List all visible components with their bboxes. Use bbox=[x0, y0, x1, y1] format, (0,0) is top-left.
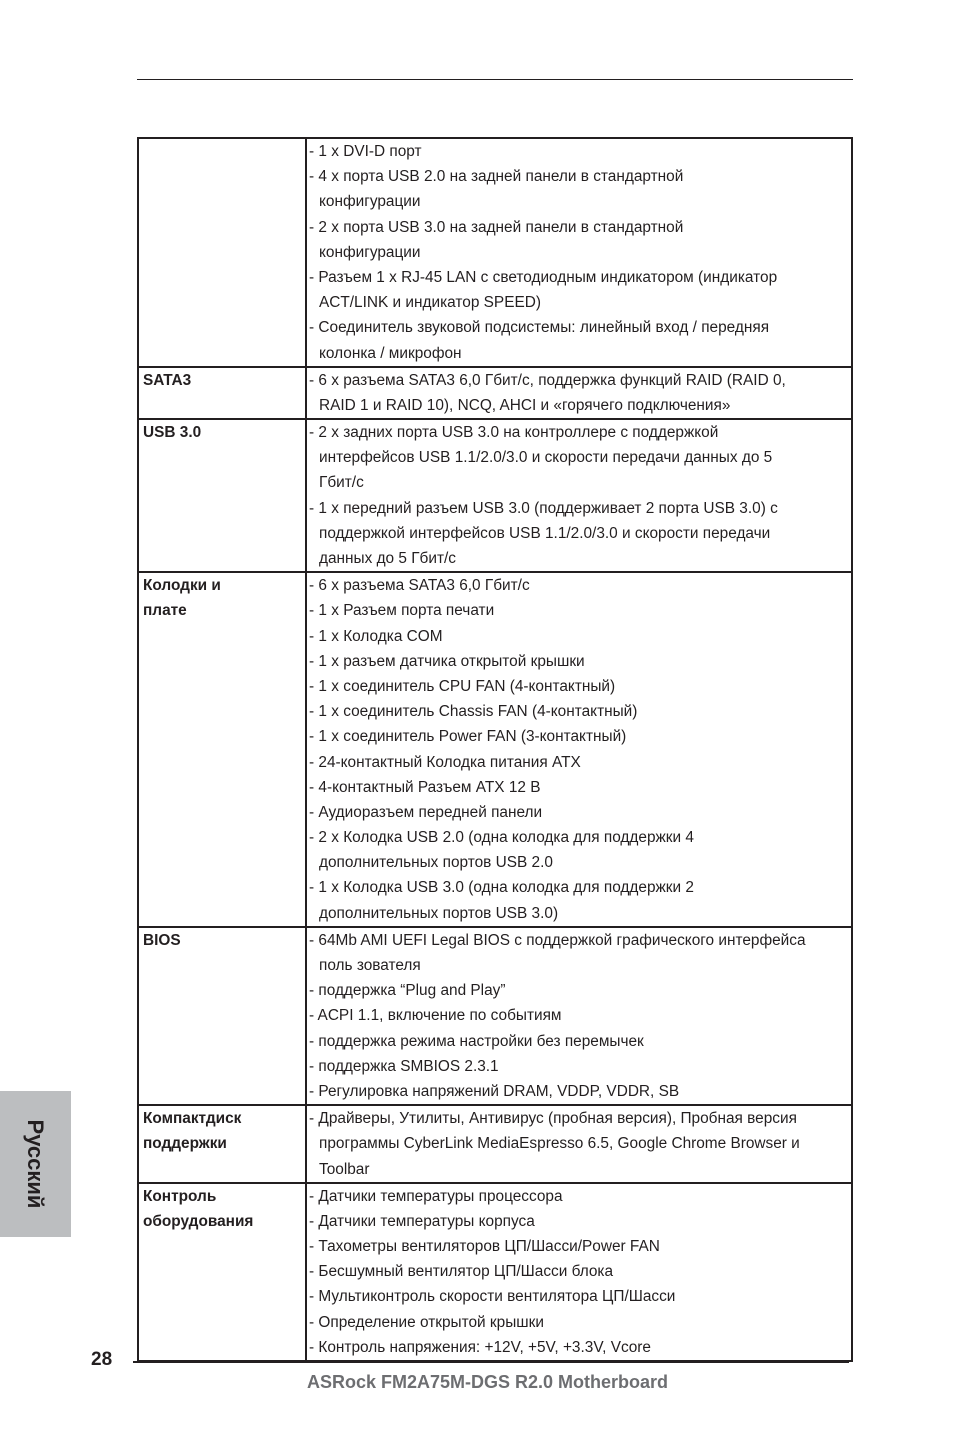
spec-line: - Соединитель звуковой подсистемы: линейный вход / передняя bbox=[309, 319, 770, 337]
spec-content-cell bbox=[306, 927, 852, 1105]
spec-line: - 1 x передний разъем USB 3.0 (поддерживает 2 порта USB 3.0) с bbox=[309, 499, 778, 517]
spec-line: - Контроль напряжения: +12V, +5V, +3.3V, Vcore bbox=[309, 1338, 651, 1356]
spec-label-cell bbox=[138, 1183, 306, 1361]
spec-row bbox=[138, 572, 852, 927]
spec-line: - 2 x задних порта USB 3.0 на контроллере с поддержкой bbox=[309, 424, 719, 442]
spec-row bbox=[138, 1105, 852, 1183]
spec-line: конфигурации bbox=[319, 243, 421, 261]
spec-line: - 2 x порта USB 3.0 на задней панели в стандартной bbox=[309, 218, 684, 236]
spec-line: - Датчики температуры процессора bbox=[309, 1187, 563, 1205]
spec-content-cell bbox=[306, 138, 852, 367]
spec-content-cell bbox=[306, 1183, 852, 1361]
spec-line: - 24-контактный Колодка питания ATX bbox=[309, 753, 581, 771]
spec-label-cell bbox=[138, 138, 306, 367]
spec-line: поль зователя bbox=[319, 957, 421, 974]
spec-line: ACT/LINK и индикатор SPEED) bbox=[319, 294, 541, 312]
bottom-rule bbox=[133, 1361, 849, 1363]
spec-line: Гбит/с bbox=[319, 474, 364, 492]
spec-line: - Драйверы, Утилиты, Антивирус (пробная версия), Пробная версия bbox=[309, 1110, 797, 1128]
language-tab bbox=[0, 1091, 71, 1237]
spec-row bbox=[138, 419, 852, 572]
spec-label: поддержки bbox=[143, 1135, 227, 1153]
spec-row bbox=[138, 138, 852, 367]
spec-line: дополнительных портов USB 3.0) bbox=[319, 904, 559, 922]
top-rule bbox=[137, 79, 853, 80]
spec-line: - Определение открытой крышки bbox=[309, 1313, 544, 1331]
spec-table bbox=[137, 137, 853, 1362]
spec-line: - 4 x порта USB 2.0 на задней панели в стандартной bbox=[309, 168, 684, 186]
spec-line: - 1 x DVI-D порт bbox=[309, 143, 422, 160]
spec-label: BIOS bbox=[143, 931, 181, 949]
spec-line: - Тахометры вентиляторов ЦП/Шасси/Power FAN bbox=[309, 1238, 660, 1256]
spec-line: - 2 x Колодка USB 2.0 (одна колодка для поддержки 4 bbox=[309, 829, 694, 847]
spec-line: - 1 x Колодка COM bbox=[309, 627, 443, 645]
spec-line: - 1 x Колодка USB 3.0 (одна колодка для поддержки 2 bbox=[309, 879, 694, 897]
spec-row bbox=[138, 367, 852, 419]
spec-line: - 1 x соединитель Power FAN (3-контактный) bbox=[309, 728, 627, 746]
spec-label: плате bbox=[143, 602, 187, 620]
spec-table-body bbox=[138, 138, 852, 1361]
spec-line: - Регулировка напряжений DRAM, VDDP, VDDR, SB bbox=[309, 1082, 680, 1100]
spec-line: - 64Mb AMI UEFI Legal BIOS с поддержкой графического интерфейса bbox=[309, 931, 806, 949]
spec-line: - 1 x соединитель Chassis FAN (4-контактный) bbox=[309, 703, 638, 721]
spec-line: - Бесшумный вентилятор ЦП/Шасси блока bbox=[309, 1263, 614, 1281]
spec-content-cell bbox=[306, 419, 852, 572]
page-number: 28 bbox=[91, 1349, 113, 1370]
spec-line: конфигурации bbox=[319, 193, 421, 211]
spec-label-cell bbox=[138, 927, 306, 1105]
spec-line: - 1 x разъем датчика открытой крышки bbox=[309, 652, 585, 670]
spec-label-cell bbox=[138, 367, 306, 419]
spec-line: Toolbar bbox=[319, 1160, 370, 1178]
spec-line: - поддержка режима настройки без перемычек bbox=[309, 1032, 644, 1050]
footer-title: ASRock FM2A75M-DGS R2.0 Motherboard bbox=[307, 1372, 669, 1392]
spec-line: поддержкой интерфейсов USB 1.1/2.0/3.0 и скорости передачи bbox=[319, 524, 771, 542]
spec-line: - Разъем 1 x RJ-45 LAN с светодиодным индикатором (индикатор bbox=[309, 268, 778, 286]
spec-line: - 6 x разъема SATA3 6,0 Гбит/с, поддержка функций RAID (RAID 0, bbox=[309, 371, 786, 389]
spec-line: - Аудиоразъем передней панели bbox=[309, 803, 543, 821]
spec-line: программы CyberLink MediaEspresso 6.5, Google Chrome Browser и bbox=[319, 1135, 800, 1153]
spec-label-cell bbox=[138, 572, 306, 927]
spec-line: - 6 x разъема SATA3 6,0 Гбит/с bbox=[309, 577, 530, 595]
spec-line: RAID 1 и RAID 10), NCQ, AHCI и «горячего подключения» bbox=[319, 396, 731, 414]
spec-line: данных до 5 Гбит/с bbox=[319, 550, 456, 567]
spec-row bbox=[138, 927, 852, 1105]
spec-content-cell bbox=[306, 572, 852, 927]
spec-line: - ACPI 1.1, включение по событиям bbox=[309, 1007, 562, 1025]
spec-label: оборудования bbox=[143, 1212, 254, 1230]
spec-label: Колодки и bbox=[143, 577, 221, 595]
spec-label-cell bbox=[138, 419, 306, 572]
spec-line: интерфейсов USB 1.1/2.0/3.0 и скорости передачи данных до 5 bbox=[319, 449, 773, 467]
spec-line: - поддержка SMBIOS 2.3.1 bbox=[309, 1057, 499, 1075]
spec-label-cell bbox=[138, 1105, 306, 1183]
language-tab-label: Русский bbox=[23, 1119, 48, 1209]
spec-label: USB 3.0 bbox=[143, 424, 202, 442]
spec-row bbox=[138, 1183, 852, 1361]
spec-line: - 1 x Разъем порта печати bbox=[309, 602, 495, 620]
spec-line: - 1 x соединитель CPU FAN (4-контактный) bbox=[309, 677, 616, 695]
spec-label: Компактдиск bbox=[143, 1110, 242, 1128]
spec-content-cell bbox=[306, 1105, 852, 1183]
spec-line: - Датчики температуры корпуса bbox=[309, 1212, 535, 1230]
spec-line: колонка / микрофон bbox=[319, 344, 462, 362]
spec-label: SATA3 bbox=[143, 371, 192, 389]
spec-line: - поддержка “Plug and Play” bbox=[309, 982, 506, 1000]
spec-line: - 4-контактный Разъем ATX 12 В bbox=[309, 778, 541, 796]
spec-line: дополнительных портов USB 2.0 bbox=[319, 854, 553, 872]
spec-line: - Мультиконтроль скорости вентилятора ЦП/Шасси bbox=[309, 1288, 676, 1306]
spec-label: Контроль bbox=[143, 1187, 217, 1205]
spec-content-cell bbox=[306, 367, 852, 419]
